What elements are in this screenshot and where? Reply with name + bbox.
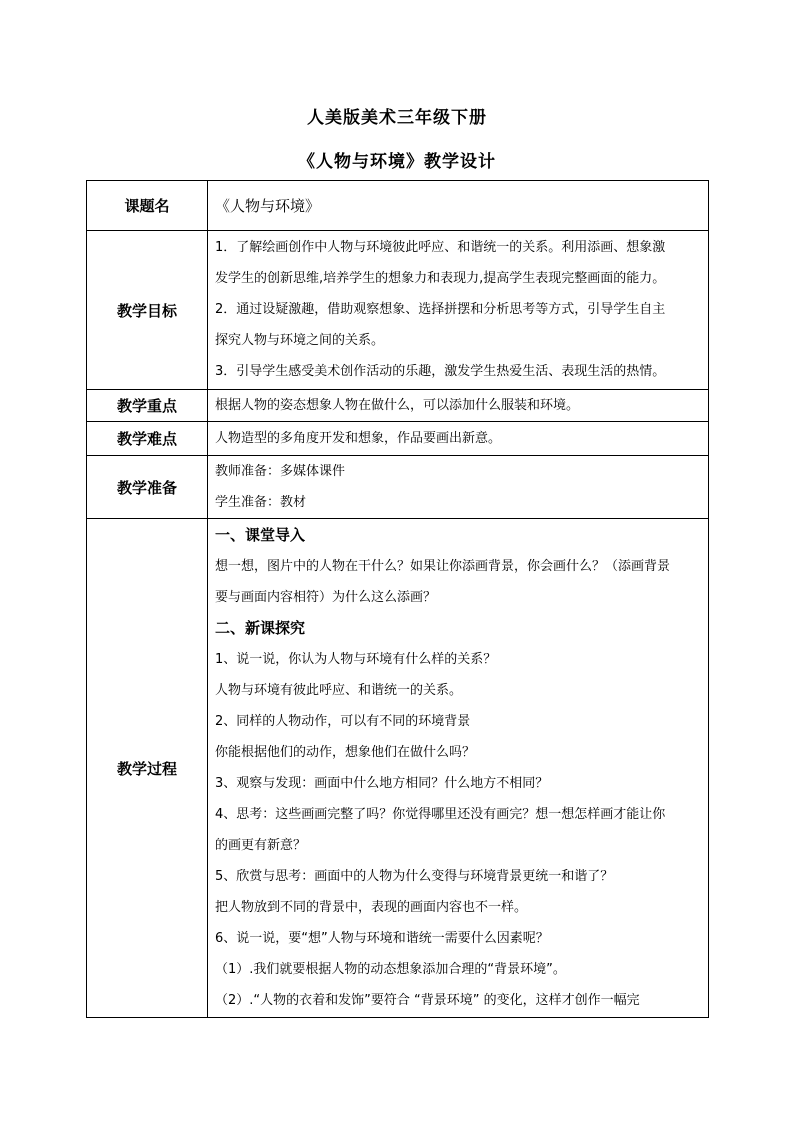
row-label-difficulties: 教学难点: [87, 422, 208, 456]
topic-text: 《人物与环境》: [215, 196, 321, 215]
key-points-text: 根据人物的姿态想象人物在做什么，可以添加什么服装和环境。: [215, 398, 580, 413]
process-line: 的画更有新意？: [215, 838, 307, 853]
row-content-preparation: [208, 456, 709, 519]
goals-line: 1．了解绘画创作中人物与环境彼此呼应、和谐统一的关系。利用添画、想象激: [215, 240, 666, 255]
goals-line: 探究人物与环境之间的关系。: [215, 333, 385, 348]
process-line: 想一想，图片中的人物在干什么？如果让你添画背景，你会画什么？（添画背景: [215, 559, 671, 574]
process-line: 你能根据他们的动作，想象他们在做什么吗？: [215, 745, 476, 760]
document-title: 人美版美术三年级下册: [307, 108, 487, 128]
table-row-topic: [87, 181, 709, 231]
row-label-goals: 教学目标: [87, 231, 208, 390]
process-line: 人物与环境有彼此呼应、和谐统一的关系。: [215, 683, 463, 698]
process-line: 2、同样的人物动作，可以有不同的环境背景: [215, 714, 471, 729]
row-content-process: [208, 519, 709, 1018]
process-line: （1）.我们就要根据人物的动态想象添加合理的“背景环境”。: [215, 962, 566, 977]
process-heading: 二、新课探究: [215, 619, 306, 637]
goals-line: 3．引导学生感受美术创作活动的乐趣，激发学生热爱生活、表现生活的热情。: [215, 364, 666, 379]
row-content-topic: [208, 181, 709, 231]
document-subtitle: 《人物与环境》教学设计: [298, 152, 496, 172]
row-content-key-points: [208, 390, 709, 422]
lesson-plan-table: [86, 180, 709, 1018]
row-content-goals: [208, 231, 709, 390]
table-row-process: [87, 519, 709, 1018]
process-line: 1、说一说，你认为人物与环境有什么样的关系？: [215, 652, 497, 667]
row-label-process: 教学过程: [87, 519, 208, 1018]
process-heading: 一、课堂导入: [215, 526, 306, 544]
row-label-topic: 课题名: [87, 181, 208, 231]
process-line: 把人物放到不同的背景中，表现的画面内容也不一样。: [215, 900, 528, 915]
row-content-difficulties: [208, 422, 709, 456]
process-line: 4、思考：这些画画完整了吗？你觉得哪里还没有画完？想一想怎样画才能让你: [215, 807, 666, 822]
process-line: （2）.“人物的衣着和发饰”要符合 “背景环境” 的变化，这样才创作一幅完: [215, 993, 640, 1008]
table-row-key-points: [87, 390, 709, 422]
process-line: 要与画面内容相符）为什么这么添画？: [215, 590, 437, 605]
goals-line: 发学生的创新思维,培养学生的想象力和表现力,提高学生表现完整画面的能力。: [215, 271, 666, 286]
table-row-preparation: [87, 456, 709, 519]
table-row-goals: [87, 231, 709, 390]
goals-line: 2．通过设疑激趣，借助观察想象、选择拼摆和分析思考等方式，引导学生自主: [215, 302, 666, 317]
table-row-difficulties: [87, 422, 709, 456]
process-line: 6、说一说，要“想”人物与环境和谐统一需要什么因素呢？: [215, 931, 549, 946]
row-label-key-points: 教学重点: [87, 390, 208, 422]
row-label-preparation: 教学准备: [87, 456, 208, 519]
preparation-line: 教师准备：多媒体课件: [215, 464, 346, 479]
process-line: 3、观察与发现：画面中什么地方相同？什么地方不相同？: [215, 776, 549, 791]
process-line: 5、欣赏与思考：画面中的人物为什么变得与环境背景更统一和谐了？: [215, 869, 614, 884]
difficulties-text: 人物造型的多角度开发和想象，作品要画出新意。: [215, 431, 502, 446]
preparation-line: 学生准备：教材: [215, 495, 307, 510]
